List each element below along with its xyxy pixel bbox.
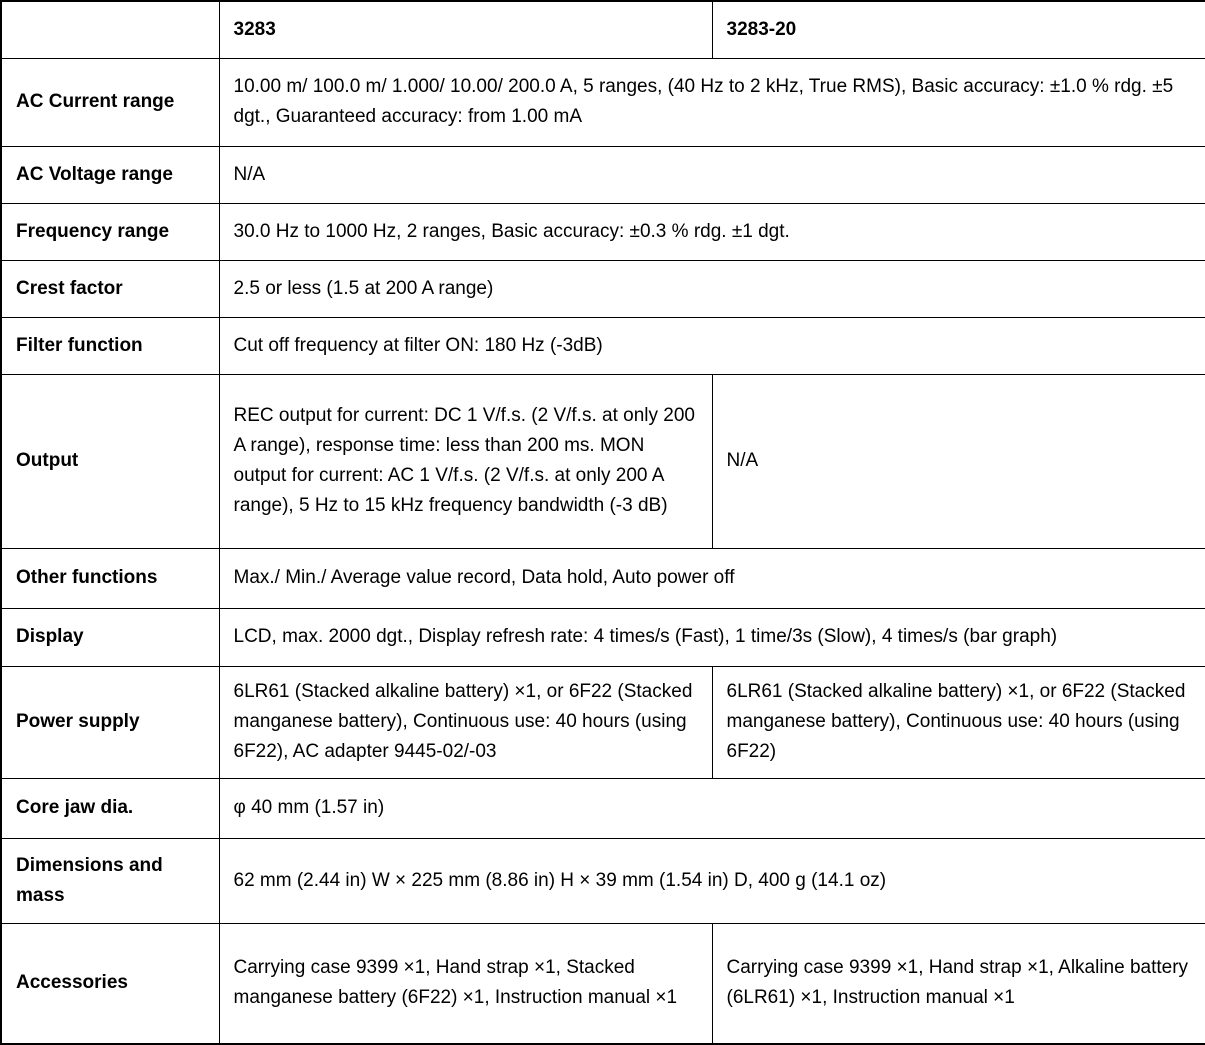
table-header-row [1,1,1205,58]
row-value: Max./ Min./ Average value record, Data hold, Auto power off [219,548,1205,608]
table-row-display [1,608,1205,666]
row-value-3283-20: Carrying case 9399 ×1, Hand strap ×1, Alkaline battery (6LR61) ×1, Instruction manual ×1 [712,923,1205,1044]
row-label: Display [1,608,219,666]
table-row-power-supply [1,666,1205,778]
header-model-3283-20: 3283-20 [712,1,1205,58]
table-row-dimensions-mass [1,838,1205,923]
row-value-3283-20: N/A [712,374,1205,548]
row-value: 30.0 Hz to 1000 Hz, 2 ranges, Basic accuracy: ±0.3 % rdg. ±1 dgt. [219,203,1205,260]
row-label: Other functions [1,548,219,608]
table-row-crest-factor [1,260,1205,317]
row-value-3283: Carrying case 9399 ×1, Hand strap ×1, Stacked manganese battery (6F22) ×1, Instruction manual ×1 [219,923,712,1044]
table-row-accessories [1,923,1205,1044]
row-label: Frequency range [1,203,219,260]
row-value-3283: 6LR61 (Stacked alkaline battery) ×1, or 6F22 (Stacked manganese battery), Continuous use: 40 hours (using 6F22), AC adapter 9445-02/-03 [219,666,712,778]
row-label: Power supply [1,666,219,778]
header-model-3283: 3283 [219,1,712,58]
table-row-ac-current-range [1,58,1205,146]
table-row-core-jaw-dia [1,778,1205,838]
row-value: LCD, max. 2000 dgt., Display refresh rate: 4 times/s (Fast), 1 time/3s (Slow), 4 times/s (bar graph) [219,608,1205,666]
row-label: Accessories [1,923,219,1044]
table-row-other-functions [1,548,1205,608]
row-label: Output [1,374,219,548]
table-row-output [1,374,1205,548]
row-value: N/A [219,146,1205,203]
row-value: 62 mm (2.44 in) W × 225 mm (8.86 in) H × 39 mm (1.54 in) D, 400 g (14.1 oz) [219,838,1205,923]
row-label: Crest factor [1,260,219,317]
row-label: AC Voltage range [1,146,219,203]
row-value: φ 40 mm (1.57 in) [219,778,1205,838]
row-value: Cut off frequency at filter ON: 180 Hz (-3dB) [219,317,1205,374]
row-label: AC Current range [1,58,219,146]
header-empty-cell [1,1,219,58]
row-value-3283-20: 6LR61 (Stacked alkaline battery) ×1, or 6F22 (Stacked manganese battery), Continuous use: 40 hours (using 6F22) [712,666,1205,778]
row-value: 2.5 or less (1.5 at 200 A range) [219,260,1205,317]
table-row-frequency-range [1,203,1205,260]
row-label: Dimensions and mass [1,838,219,923]
table-row-ac-voltage-range [1,146,1205,203]
table-row-filter-function [1,317,1205,374]
row-value-3283: REC output for current: DC 1 V/f.s. (2 V/f.s. at only 200 A range), response time: less than 200 ms. MON output for current: AC 1 V/f.s. (2 V/f.s. at only 200 A range), 5 Hz to 15 kHz frequency bandwidth (-3 dB) [219,374,712,548]
row-label: Core jaw dia. [1,778,219,838]
row-label: Filter function [1,317,219,374]
row-value: 10.00 m/ 100.0 m/ 1.000/ 10.00/ 200.0 A, 5 ranges, (40 Hz to 2 kHz, True RMS), Basic accuracy: ±1.0 % rdg. ±5 dgt., Guaranteed accuracy: from 1.00 mA [219,58,1205,146]
